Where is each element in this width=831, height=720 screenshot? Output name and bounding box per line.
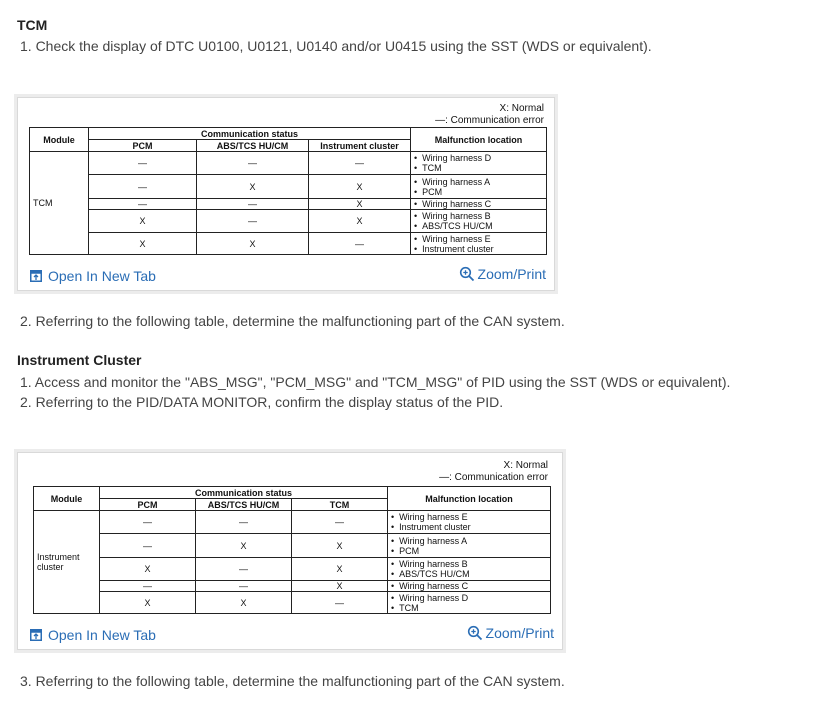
cluster-figure-footer: [18, 625, 562, 649]
tcm-step-1: 1. Check the display of DTC U0100, U0121, U0140 and/or U0415 using the SST (WDS or equivalent).: [20, 38, 652, 54]
tcm-step-2: 2. Referring to the following table, determine the malfunctioning part of the CAN system.: [20, 313, 565, 329]
location-item: • Wiring harness D: [414, 153, 543, 163]
col-header: PCM: [100, 499, 196, 511]
cluster-step-1: 1. Access and monitor the "ABS_MSG", "PCM_MSG" and "TCM_MSG" of PID using the SST (WDS or equivalent).: [20, 374, 731, 390]
status-cell: X: [196, 534, 292, 558]
status-cell: —: [196, 558, 292, 581]
malfunction-cell: [411, 210, 547, 233]
malfunction-cell: [388, 581, 551, 592]
status-cell: —: [197, 199, 309, 210]
status-cell: X: [100, 592, 196, 614]
section-heading-instrument-cluster: Instrument Cluster: [17, 352, 142, 368]
location-item: • Instrument cluster: [414, 244, 543, 254]
cluster-diagnosis-table: [33, 486, 551, 614]
malfunction-cell: [411, 152, 547, 175]
status-cell: X: [89, 233, 197, 255]
header-malfunction-location: Malfunction location: [388, 487, 551, 511]
location-item: • PCM: [391, 546, 547, 556]
col-header: Instrument cluster: [309, 140, 411, 152]
malfunction-cell: [388, 558, 551, 581]
header-module: Module: [30, 128, 89, 152]
open-in-new-tab-link[interactable]: [30, 268, 156, 284]
status-cell: —: [196, 581, 292, 592]
tcm-figure-footer: [18, 266, 554, 290]
col-header: ABS/TCS HU/CM: [197, 140, 309, 152]
location-item: • Wiring harness C: [391, 581, 547, 591]
malfunction-cell: [411, 233, 547, 255]
status-cell: X: [292, 534, 388, 558]
header-communication-status: Communication status: [100, 487, 388, 499]
location-item: • Instrument cluster: [391, 522, 547, 532]
status-cell: X: [292, 581, 388, 592]
module-cell: TCM: [30, 152, 89, 255]
legend-error: —: Communication error: [439, 472, 548, 483]
header-communication-status: Communication status: [89, 128, 411, 140]
legend-error: —: Communication error: [435, 115, 544, 126]
header-module: Module: [34, 487, 100, 511]
legend-normal: X: Normal: [503, 460, 548, 471]
location-item: • Wiring harness E: [414, 234, 543, 244]
location-item: • ABS/TCS HU/CM: [414, 221, 543, 231]
location-item: • Wiring harness C: [414, 199, 543, 209]
status-cell: X: [309, 175, 411, 199]
status-cell: —: [89, 152, 197, 175]
malfunction-cell: [411, 175, 547, 199]
module-cell: Instrument cluster: [34, 511, 100, 614]
open-new-tab-icon: [30, 629, 42, 641]
malfunction-cell: [388, 534, 551, 558]
malfunction-cell: [411, 199, 547, 210]
cluster-step-3: 3. Referring to the following table, determine the malfunctioning part of the CAN system.: [20, 673, 565, 689]
location-item: • Wiring harness A: [391, 536, 547, 546]
status-cell: —: [89, 175, 197, 199]
status-cell: X: [100, 558, 196, 581]
location-item: • TCM: [414, 163, 543, 173]
col-header: PCM: [89, 140, 197, 152]
status-cell: X: [197, 175, 309, 199]
open-in-new-tab-label: Open In New Tab: [48, 268, 156, 284]
tcm-diagnosis-table: [29, 127, 547, 255]
location-item: • TCM: [391, 603, 547, 613]
open-new-tab-icon: [30, 270, 42, 282]
status-cell: X: [196, 592, 292, 614]
section-heading-tcm: TCM: [17, 17, 48, 33]
status-cell: —: [309, 233, 411, 255]
status-cell: —: [100, 534, 196, 558]
cluster-step-2: 2. Referring to the PID/DATA MONITOR, confirm the display status of the PID.: [20, 394, 504, 410]
status-cell: X: [292, 558, 388, 581]
status-cell: —: [292, 511, 388, 534]
tcm-figure: [17, 97, 555, 291]
status-cell: X: [309, 210, 411, 233]
zoom-print-label: Zoom/Print: [485, 625, 554, 641]
zoom-print-link[interactable]: [467, 625, 554, 641]
header-malfunction-location: Malfunction location: [411, 128, 547, 152]
status-cell: X: [89, 210, 197, 233]
malfunction-cell: [388, 592, 551, 614]
tcm-legend: [435, 103, 544, 127]
location-item: • Wiring harness A: [414, 177, 543, 187]
legend-normal: X: Normal: [499, 103, 544, 114]
status-cell: X: [309, 199, 411, 210]
col-header: ABS/TCS HU/CM: [196, 499, 292, 511]
status-cell: X: [197, 233, 309, 255]
zoom-in-icon: [467, 625, 483, 641]
cluster-legend: [439, 460, 548, 484]
location-item: • ABS/TCS HU/CM: [391, 569, 547, 579]
location-item: • Wiring harness B: [414, 211, 543, 221]
zoom-in-icon: [459, 266, 475, 282]
location-item: • Wiring harness E: [391, 512, 547, 522]
status-cell: —: [100, 511, 196, 534]
status-cell: —: [89, 199, 197, 210]
open-in-new-tab-link[interactable]: [30, 627, 156, 643]
status-cell: —: [196, 511, 292, 534]
status-cell: —: [292, 592, 388, 614]
location-item: • Wiring harness B: [391, 559, 547, 569]
location-item: • PCM: [414, 187, 543, 197]
open-in-new-tab-label: Open In New Tab: [48, 627, 156, 643]
status-cell: —: [100, 581, 196, 592]
location-item: • Wiring harness D: [391, 593, 547, 603]
col-header: TCM: [292, 499, 388, 511]
malfunction-cell: [388, 511, 551, 534]
cluster-figure: [17, 452, 563, 650]
status-cell: —: [197, 152, 309, 175]
zoom-print-link[interactable]: [459, 266, 546, 282]
status-cell: —: [197, 210, 309, 233]
zoom-print-label: Zoom/Print: [477, 266, 546, 282]
status-cell: —: [309, 152, 411, 175]
